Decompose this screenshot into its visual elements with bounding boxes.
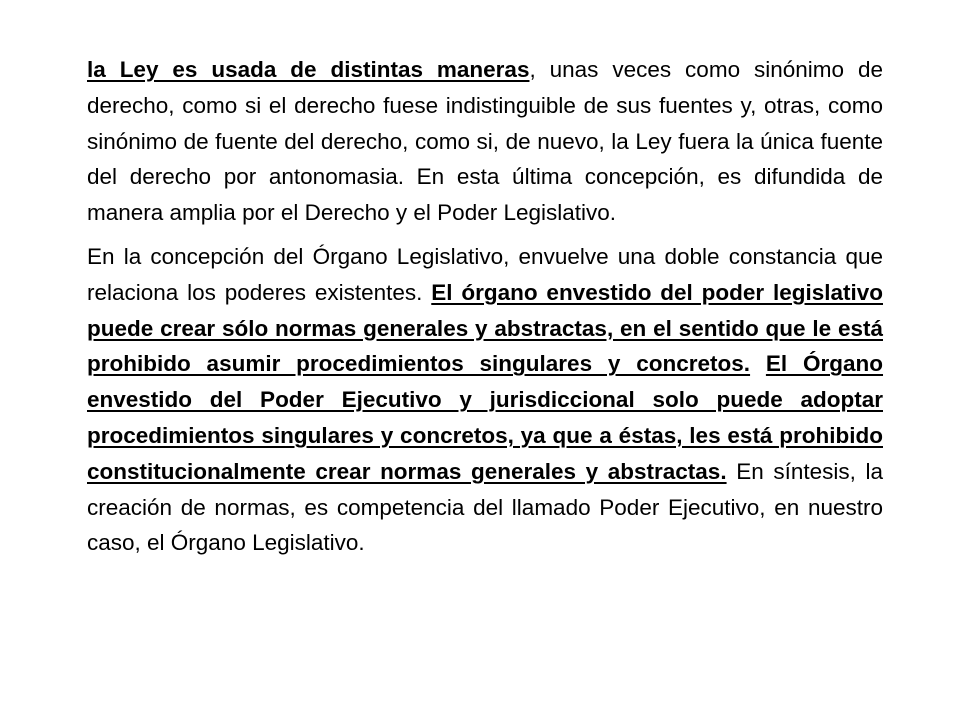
body-text: , unas veces como sinónimo de derecho, como si el derecho fuese indistinguible de sus fuentes y, otras, como sinónimo de fuente del derecho, como si, de nuevo, la Ley fuera la única fuente del derecho por antonomasia. En esta última concepción, es difundida de manera amplia por el Derecho y el Poder Legislativo. [87,57,883,226]
slide-text-body [87,52,883,561]
body-text: En síntesis, la creación de normas, es competencia del llamado Poder Ejecutivo, en nuestro caso, el Órgano Legislativo. [87,458,883,556]
paragraph-1 [87,52,883,231]
emphasized-phrase: la Ley es usada de distintas maneras [87,57,530,82]
emphasized-phrase: El Órgano envestido del Poder Ejecutivo y jurisdiccional solo puede adoptar procedimientos singulares y concretos, ya que a éstas, les está prohibido constitucionalmente crear normas generales y abstractas. [87,351,884,484]
emphasized-phrase: El órgano envestido del poder legislativo puede crear sólo normas generales y abstractas, en el sentido que le está prohibido asumir procedimientos singulares y concretos. [87,279,883,377]
body-text: En la concepción del Órgano Legislativo, envuelve una doble constancia que relaciona los poderes existentes. [87,243,883,305]
paragraph-2 [87,239,883,561]
body-text [750,351,766,376]
